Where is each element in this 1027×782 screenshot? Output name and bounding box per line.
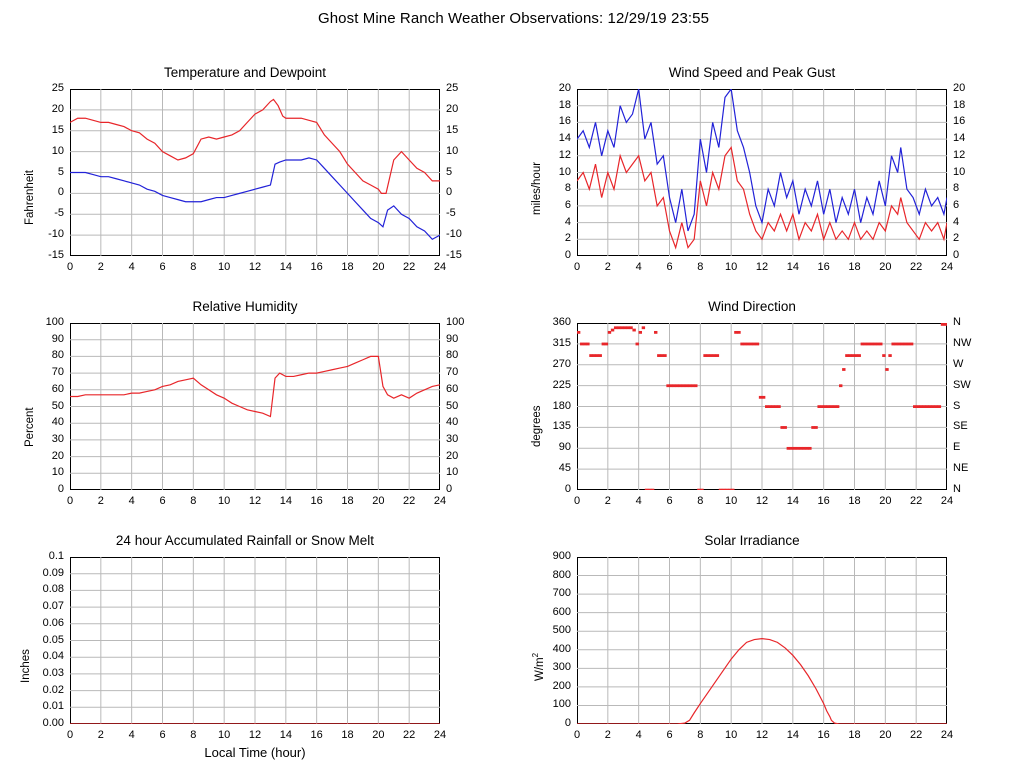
ytick-left: 0.01 [42, 700, 64, 713]
xtick: 18 [848, 495, 861, 507]
xaxis-label-rainfall: Local Time (hour) [204, 745, 306, 760]
xtick: 14 [786, 729, 799, 741]
ytick-left: 100 [552, 698, 571, 711]
xtick: 16 [817, 729, 830, 741]
ytick-right: 20 [953, 82, 966, 94]
xtick: 0 [66, 495, 74, 507]
ytick-left: 16 [558, 115, 571, 128]
ytick-left: 10 [51, 144, 64, 157]
xtick: 14 [279, 495, 292, 507]
xtick: 22 [910, 729, 923, 741]
xtick: 24 [433, 261, 447, 273]
page-title: Ghost Mine Ranch Weather Observations: 12/29/19 23:55 [317, 10, 710, 27]
xtick: 10 [218, 729, 231, 741]
ytick-left: 18 [558, 98, 571, 111]
ytick-left: 0 [57, 186, 64, 199]
ytick-right: N [953, 316, 961, 328]
plot-svg-wind-direction [577, 323, 947, 490]
xtick: 10 [725, 729, 738, 741]
plot-svg-temperature [70, 89, 440, 256]
xtick: 8 [190, 495, 197, 507]
xtick: 6 [666, 729, 673, 741]
xtick: 2 [604, 729, 611, 741]
panel-wind-direction [517, 299, 987, 524]
ytick-right: 0 [446, 186, 453, 199]
xtick: 4 [635, 729, 642, 741]
ytick-left: 2 [564, 232, 571, 245]
ytick-left: 25 [51, 82, 64, 94]
xtick: 18 [341, 261, 354, 273]
xtick: 22 [403, 495, 416, 507]
ytick-left: 8 [564, 182, 571, 195]
ytick-left: 14 [558, 132, 571, 145]
ytick-right: 15 [446, 123, 459, 136]
xtick: 12 [248, 261, 262, 273]
xtick: 10 [218, 261, 231, 273]
ytick-right: 70 [446, 366, 459, 379]
plot-svg-wind-speed [577, 89, 947, 256]
ytick-left: 700 [552, 587, 571, 600]
plot-wind-direction [577, 323, 947, 490]
ytick-left: 0 [564, 249, 571, 261]
yaxis-label-solar-irradiance: $W/m^2$ [531, 652, 546, 681]
charts-grid [0, 27, 1027, 760]
plot-svg-rainfall [70, 557, 440, 724]
ytick-left: 500 [552, 624, 571, 637]
ytick-right: S [953, 399, 961, 412]
xtick: 12 [755, 261, 769, 273]
ytick-right: -15 [446, 249, 462, 261]
ytick-left: 0.08 [42, 583, 64, 596]
ytick-right: 60 [446, 382, 459, 395]
plot-temperature [70, 89, 440, 256]
ytick-right: 14 [953, 132, 966, 145]
panel-title-wind-direction: Wind Direction [708, 299, 796, 314]
xtick: 14 [786, 495, 799, 507]
ytick-left: 180 [552, 399, 571, 412]
panel-title-temperature: Temperature and Dewpoint [163, 65, 327, 80]
ytick-right: 10 [446, 466, 459, 479]
plot-solar-irradiance [577, 557, 947, 724]
ytick-left: 0.09 [42, 566, 64, 579]
xtick: 22 [403, 261, 416, 273]
ytick-right: 20 [446, 102, 459, 115]
xtick: 10 [218, 495, 231, 507]
plot-relative-humidity [70, 323, 440, 490]
ytick-right: 4 [953, 215, 960, 228]
ytick-left: 0 [564, 717, 571, 729]
ytick-right: 100 [446, 316, 465, 328]
xtick: 10 [725, 261, 738, 273]
xtick: 16 [310, 495, 323, 507]
ytick-left: 60 [51, 382, 64, 395]
ytick-right: W [953, 357, 964, 370]
yaxis-label-relative-humidity: Percent [24, 407, 36, 447]
xtick: 4 [635, 495, 642, 507]
plot-svg-solar-irradiance [577, 557, 947, 724]
xtick: 14 [786, 261, 799, 273]
xtick: 12 [248, 495, 262, 507]
xtick: 24 [940, 261, 954, 273]
ytick-left: 0.03 [42, 666, 64, 679]
xtick: 24 [433, 495, 447, 507]
ytick-left: 0 [57, 483, 64, 495]
ytick-left: 90 [51, 332, 64, 345]
xtick: 20 [372, 495, 385, 507]
panel-temperature [10, 65, 480, 290]
xtick: 14 [279, 729, 292, 741]
ytick-left: 4 [564, 215, 571, 228]
yaxis-label-wind-speed: miles/hour [531, 161, 543, 215]
ytick-left: 225 [552, 378, 571, 391]
ytick-right: -10 [446, 228, 462, 241]
ytick-left: 45 [558, 462, 571, 475]
xtick: 2 [97, 261, 104, 273]
ytick-left: 20 [558, 82, 571, 94]
xtick: 18 [848, 261, 861, 273]
ytick-left: 10 [51, 466, 64, 479]
ytick-right: 10 [446, 144, 459, 157]
xtick: 12 [755, 495, 769, 507]
ytick-right: 20 [446, 449, 459, 462]
xtick: 20 [879, 729, 892, 741]
xtick: 8 [697, 495, 704, 507]
ytick-right: 8 [953, 182, 960, 195]
xtick: 2 [604, 261, 611, 273]
ytick-right: 80 [446, 349, 459, 362]
ytick-right: SW [953, 378, 971, 391]
plot-rainfall [70, 557, 440, 724]
ytick-left: 20 [51, 102, 64, 115]
xtick: 8 [190, 729, 197, 741]
ytick-left: 6 [564, 198, 571, 211]
xtick: 18 [341, 729, 354, 741]
ytick-right: 0 [446, 483, 453, 495]
xtick: 20 [372, 729, 385, 741]
panel-title-relative-humidity: Relative Humidity [192, 299, 298, 314]
ytick-left: 0.07 [42, 600, 64, 613]
ytick-left: 300 [552, 661, 571, 674]
xtick: 8 [190, 261, 197, 273]
xtick: 0 [573, 729, 581, 741]
ytick-left: 5 [57, 165, 64, 178]
xtick: 2 [97, 729, 104, 741]
panel-title-wind-speed: Wind Speed and Peak Gust [668, 65, 836, 80]
ytick-right: SE [953, 420, 968, 433]
xtick: 20 [372, 261, 385, 273]
xtick: 6 [666, 495, 673, 507]
xtick: 4 [635, 261, 642, 273]
xtick: 8 [697, 729, 704, 741]
xtick: 4 [128, 729, 135, 741]
ytick-left: 800 [552, 568, 571, 581]
ytick-left: 40 [51, 416, 64, 429]
xtick: 24 [433, 729, 447, 741]
xtick: 4 [128, 495, 135, 507]
xtick: 6 [159, 729, 166, 741]
yaxis-label-wind-direction: degrees [531, 405, 543, 447]
ytick-left: 100 [45, 316, 64, 328]
ytick-left: 30 [51, 432, 64, 445]
xtick: 0 [66, 261, 74, 273]
xtick: 6 [159, 261, 166, 273]
ytick-left: 315 [552, 336, 571, 349]
xtick: 2 [604, 495, 611, 507]
ytick-left: 0.1 [48, 550, 64, 562]
xtick: 16 [310, 261, 323, 273]
ytick-right: 6 [953, 198, 960, 211]
ytick-left: 50 [51, 399, 64, 412]
gridlines-relative-humidity [70, 323, 440, 490]
xtick: 8 [697, 261, 704, 273]
ytick-right: NE [953, 462, 969, 475]
xtick: 4 [128, 261, 135, 273]
ytick-left: 0.02 [42, 683, 64, 696]
ytick-left: 90 [558, 441, 571, 454]
xtick: 24 [940, 729, 954, 741]
xtick: 24 [940, 495, 954, 507]
xtick: 14 [279, 261, 292, 273]
ytick-left: -15 [48, 249, 64, 261]
ytick-right: E [953, 441, 961, 454]
xtick: 16 [817, 261, 830, 273]
yaxis-label-temperature: Fahrenheit [24, 170, 36, 225]
xtick: 0 [66, 729, 74, 741]
ytick-left: 0 [564, 483, 571, 495]
ytick-right: 10 [953, 165, 966, 178]
xtick: 0 [573, 495, 581, 507]
ytick-left: 20 [51, 449, 64, 462]
panel-title-rainfall: 24 hour Accumulated Rainfall or Snow Melt [115, 533, 375, 548]
panel-title-solar-irradiance: Solar Irradiance [704, 533, 800, 548]
xtick: 22 [910, 495, 923, 507]
xtick: 12 [755, 729, 769, 741]
xtick: 22 [403, 729, 416, 741]
ytick-left: 12 [558, 148, 571, 161]
ytick-right: 50 [446, 399, 459, 412]
xtick: 22 [910, 261, 923, 273]
ytick-right: 25 [446, 82, 459, 94]
panel-wind-speed [517, 65, 987, 290]
xtick: 0 [573, 261, 581, 273]
ytick-right: 40 [446, 416, 459, 429]
ytick-right: 12 [953, 148, 966, 161]
gridlines-wind-direction [577, 323, 947, 490]
yaxis-label-rainfall: Inches [20, 649, 32, 683]
ytick-right: -5 [446, 207, 456, 220]
panel-relative-humidity [10, 299, 480, 524]
ytick-left: 900 [552, 550, 571, 562]
ytick-left: -10 [48, 228, 64, 241]
ytick-right: 0 [953, 249, 960, 261]
ytick-right: 2 [953, 232, 960, 245]
ytick-left: 360 [552, 316, 571, 328]
panel-rainfall [10, 533, 480, 758]
ytick-left: 15 [51, 123, 64, 136]
ytick-left: 0.05 [42, 633, 64, 646]
ytick-left: 80 [51, 349, 64, 362]
xtick: 18 [848, 729, 861, 741]
ytick-left: 0.00 [42, 717, 64, 729]
ytick-left: 10 [558, 165, 571, 178]
xtick: 16 [817, 495, 830, 507]
yaxis-label-solar-text: W/m [533, 657, 546, 681]
xtick: 20 [879, 261, 892, 273]
ytick-left: -5 [54, 207, 64, 220]
ytick-right: 18 [953, 98, 966, 111]
xtick: 12 [248, 729, 262, 741]
ytick-right: NW [953, 336, 972, 349]
plot-wind-speed [577, 89, 947, 256]
ytick-left: 200 [552, 679, 571, 692]
ytick-right: 5 [446, 165, 453, 178]
ytick-right: 16 [953, 115, 966, 128]
ytick-left: 600 [552, 605, 571, 618]
xtick: 20 [879, 495, 892, 507]
ytick-left: 400 [552, 642, 571, 655]
ytick-right: N [953, 483, 961, 495]
ytick-left: 135 [552, 420, 571, 433]
plot-svg-relative-humidity [70, 323, 440, 490]
ytick-right: 30 [446, 432, 459, 445]
xtick: 2 [97, 495, 104, 507]
xtick: 18 [341, 495, 354, 507]
ytick-left: 70 [51, 366, 64, 379]
xtick: 16 [310, 729, 323, 741]
xtick: 10 [725, 495, 738, 507]
panel-solar-irradiance [517, 533, 987, 758]
gridlines-solar-irradiance [577, 557, 947, 724]
xtick: 6 [159, 495, 166, 507]
ytick-left: 0.06 [42, 616, 64, 629]
ytick-left: 0.04 [42, 650, 64, 663]
gridlines-rainfall [70, 557, 440, 724]
xtick: 6 [666, 261, 673, 273]
ytick-left: 270 [552, 357, 571, 370]
ytick-right: 90 [446, 332, 459, 345]
